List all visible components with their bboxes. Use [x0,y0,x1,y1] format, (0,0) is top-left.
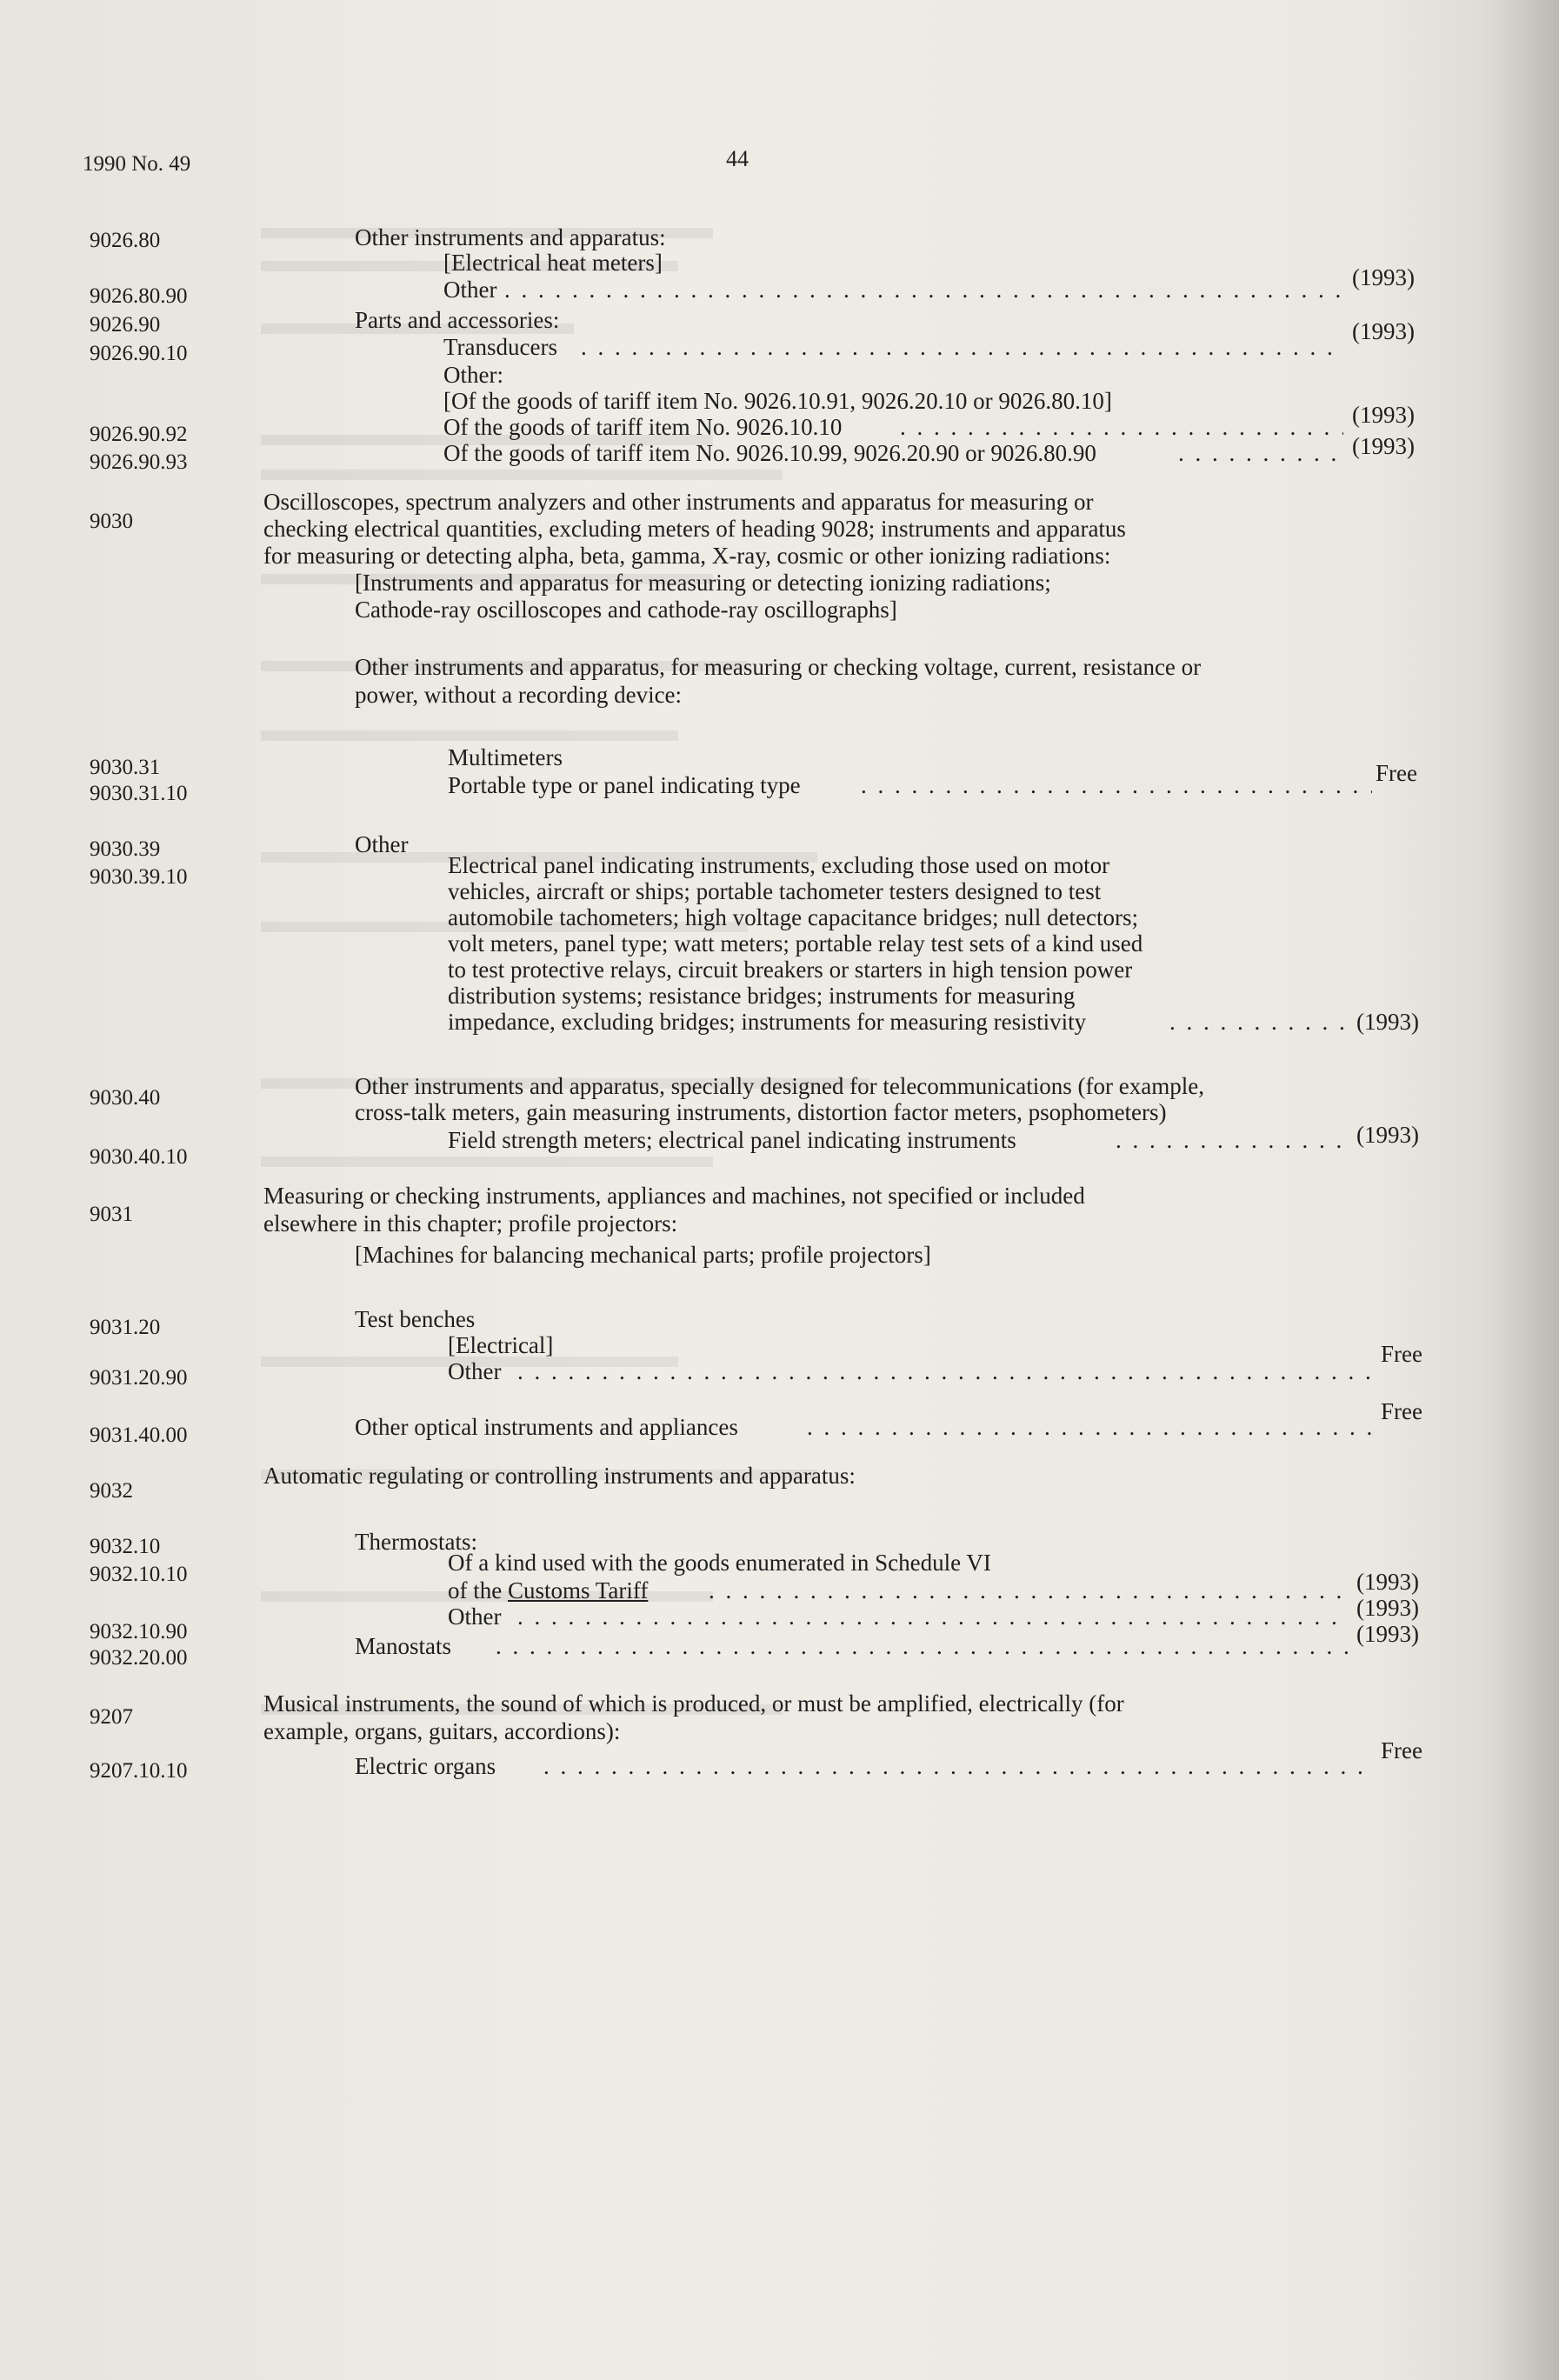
tariff-code: 9030.40 [90,1086,161,1110]
description-line: Electric organs [355,1753,496,1779]
description-line: Of a kind used with the goods enumerated in Schedule VI [448,1550,991,1576]
dot-leader [504,277,1343,303]
rate-of-duty: (1993) [1356,1621,1419,1647]
rate-of-duty: (1993) [1356,1122,1419,1148]
description-line: for measuring or detecting alpha, beta, gamma, X-ray, cosmic or other ionizing radiations: [263,543,1111,569]
description-line: Other [355,831,409,857]
description-line: Oscilloscopes, spectrum analyzers and other instruments and apparatus for measuring or [263,489,1094,515]
description-line: Thermostats: [355,1529,477,1555]
rate-of-duty: (1993) [1352,264,1415,290]
rate-of-duty: (1993) [1352,402,1415,428]
description-line: Field strength meters; electrical panel indicating instruments [448,1127,1016,1153]
description-line: Electrical panel indicating instruments, excluding those used on motor [448,852,1110,878]
description-line: Other optical instruments and appliances [355,1414,738,1440]
description-line: impedance, excluding bridges; instruments for measuring resistivity [448,1009,1087,1035]
description-line: volt meters, panel type; watt meters; portable relay test sets of a kind used [448,930,1143,957]
tariff-code: 9026.90 [90,313,161,337]
description-line: example, organs, guitars, accordions): [263,1718,621,1744]
description-line: Test benches [355,1306,476,1332]
description-line: automobile tachometers; high voltage capacitance bridges; null detectors; [448,904,1138,930]
description-line: vehicles, aircraft or ships; portable tachometer testers designed to test [448,878,1102,904]
dot-leader [1116,1127,1350,1153]
tariff-code: 9026.90.93 [90,450,188,474]
description-line: Manostats [355,1633,451,1659]
rate-of-duty: (1993) [1356,1009,1419,1035]
rate-of-duty: (1993) [1356,1569,1419,1595]
tariff-code: 9030.31 [90,756,161,779]
description-text: of the [448,1577,508,1603]
tariff-code: 9030.40.10 [90,1145,188,1169]
tariff-code: 9031.40.00 [90,1423,188,1447]
description-line: Other instruments and apparatus, specially designed for telecommunications (for example, [355,1073,1204,1099]
description-line: to test protective relays, circuit breakers or starters in high tension power [448,957,1133,983]
tariff-code: 9030.39.10 [90,865,188,889]
tariff-code: 9026.90.92 [90,423,188,446]
dot-leader [517,1603,1349,1630]
rate-of-duty: (1993) [1356,1595,1419,1621]
tariff-code: 9032 [90,1479,133,1503]
dot-leader [517,1358,1374,1384]
description-line: Other [448,1358,502,1384]
tariff-code: 9032.10.10 [90,1563,188,1586]
description-line [448,1577,648,1603]
tariff-code: 9031.20.90 [90,1366,188,1390]
description-line: Other [448,1603,502,1630]
tariff-code: 9207 [90,1705,133,1729]
tariff-code: 9207.10.10 [90,1759,188,1783]
description-line: Of the goods of tariff item No. 9026.10.99, 9026.20.90 or 9026.80.90 [443,440,1096,466]
page-edge-shadow [1478,0,1559,2380]
dot-leader [543,1753,1374,1779]
tariff-code: 9031 [90,1203,133,1226]
dot-leader [861,772,1372,798]
dot-leader [581,334,1343,360]
rate-of-duty: Free [1376,760,1417,786]
description-line: Parts and accessories: [355,307,560,333]
dot-leader [900,414,1343,440]
tariff-code: 9030.31.10 [90,782,188,805]
description-line: [Electrical] [448,1332,554,1358]
page-number: 44 [726,146,749,171]
dot-leader [496,1633,1349,1659]
dot-leader [807,1414,1374,1440]
description-line: Other [443,277,497,303]
description-line: elsewhere in this chapter; profile projectors: [263,1210,678,1237]
description-line: [Instruments and apparatus for measuring or detecting ionizing radiations; [355,570,1051,596]
dot-leader [1178,440,1343,466]
tariff-code: 9030.39 [90,837,161,861]
running-header: 1990 No. 49 [83,152,191,176]
tariff-code: 9030 [90,510,133,533]
description-line: Multimeters [448,744,563,770]
description-line: [Of the goods of tariff item No. 9026.10.91, 9026.20.10 or 9026.80.10] [443,388,1112,414]
rate-of-duty: (1993) [1352,318,1415,344]
description-line: Portable type or panel indicating type [448,772,801,798]
description-line: Other instruments and apparatus: [355,224,666,250]
description-line: checking electrical quantities, excluding meters of heading 9028; instruments and apparatus [263,516,1126,542]
description-line: Of the goods of tariff item No. 9026.10.10 [443,414,843,440]
description-line: Measuring or checking instruments, appliances and machines, not specified or included [263,1183,1085,1209]
rate-of-duty: Free [1381,1737,1422,1763]
tariff-code: 9032.10.90 [90,1620,188,1643]
tariff-code: 9026.90.10 [90,342,188,365]
customs-tariff-title: Customs Tariff [507,1577,649,1603]
tariff-code: 9026.80 [90,229,161,252]
tariff-code: 9031.20 [90,1316,161,1339]
description-line: Musical instruments, the sound of which is produced, or must be amplified, electrically (for [263,1690,1124,1717]
rate-of-duty: Free [1381,1341,1422,1367]
description-line: Other instruments and apparatus, for measuring or checking voltage, current, resistance or [355,654,1202,680]
description-line: Automatic regulating or controlling instruments and apparatus: [263,1463,856,1489]
description-line: Cathode-ray oscilloscopes and cathode-ray oscillographs] [355,597,897,623]
tariff-code: 9032.20.00 [90,1646,188,1670]
dot-leader [709,1577,1349,1603]
description-line: distribution systems; resistance bridges; instruments for measuring [448,983,1076,1009]
tariff-code: 9026.80.90 [90,284,188,308]
description-line: Transducers [443,334,557,360]
description-line: [Electrical heat meters] [443,250,663,276]
rate-of-duty: (1993) [1352,433,1415,459]
description-line: power, without a recording device: [355,682,683,708]
description-line: cross-talk meters, gain measuring instruments, distortion factor meters, psophometers) [355,1099,1167,1125]
description-line: Other: [443,362,503,388]
rate-of-duty: Free [1381,1398,1422,1424]
dot-leader [1169,1009,1348,1035]
description-line: [Machines for balancing mechanical parts; profile projectors] [355,1242,931,1268]
tariff-code: 9032.10 [90,1535,161,1558]
